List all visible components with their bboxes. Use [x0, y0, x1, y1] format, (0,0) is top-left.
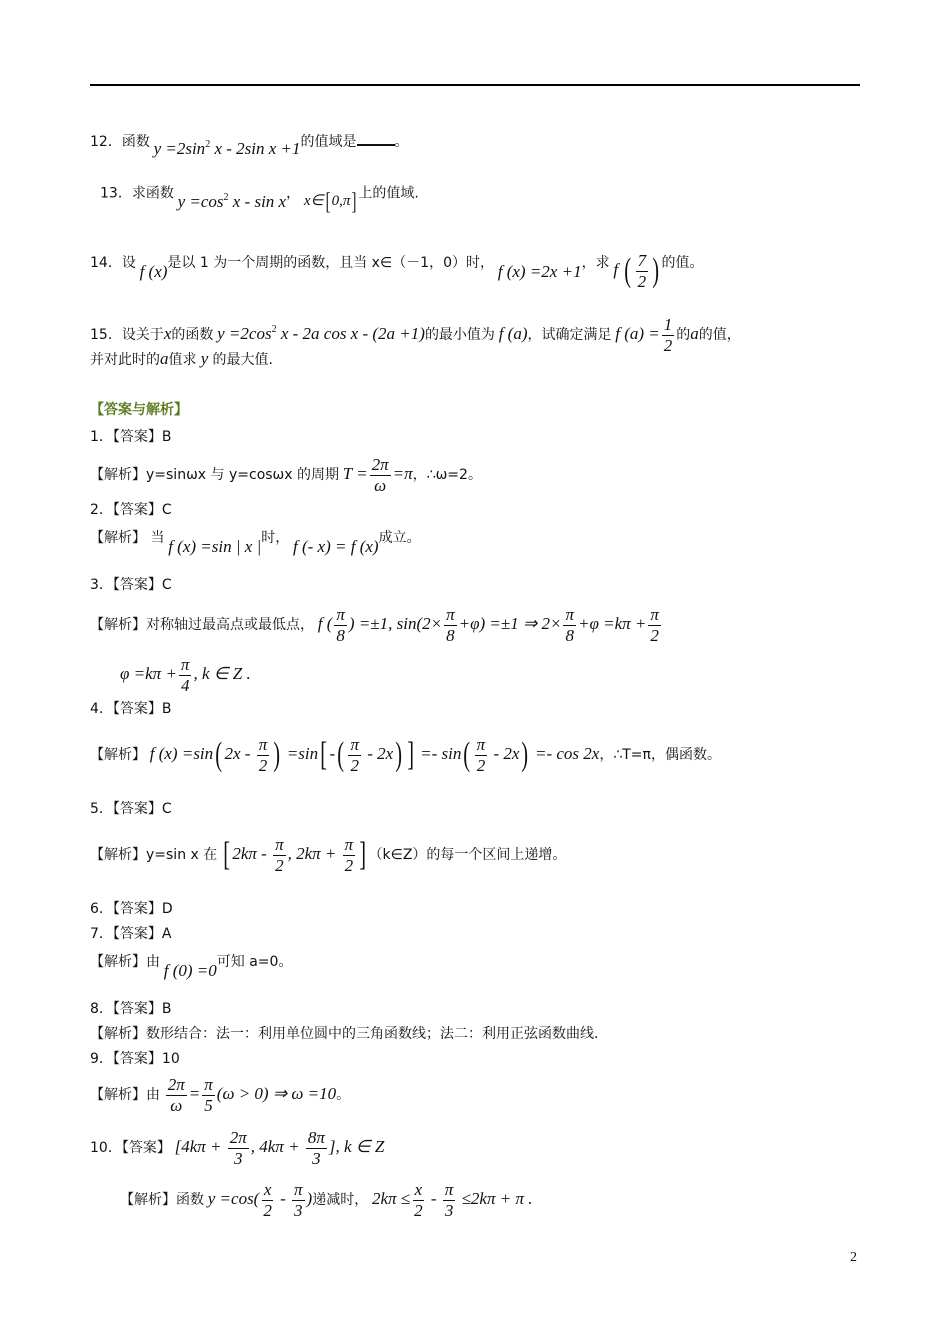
- formula: x∈[ 0,π]: [303, 189, 357, 215]
- answer-6: 6．【答案】D: [90, 901, 173, 917]
- formula: f ( $\frac{\pi}{8}$ ) =±1, sin(2× $\frac{\pi}{8}$ +φ) =±1 ⇒ 2× $\frac{\pi}{8}$ +φ =kπ + $\frac{\pi}{2}$: [317, 605, 659, 645]
- answer-9: 9．【答案】10: [90, 1051, 180, 1067]
- formula: f (0) =0: [163, 961, 217, 980]
- answer-blank: [357, 144, 395, 146]
- formula: f ( $\frac{7}{2}$ ): [613, 251, 660, 291]
- header-rule: [90, 84, 860, 86]
- explanation-10: 【解析】函数 y =cos( $\frac{x}{2}$ - $\frac{\pi}{3}$ )递减时， 2kπ ≤ $\frac{x}{2}$ - $\frac{\pi}{3}$ ≤2kπ + π .: [120, 1180, 533, 1220]
- formula: $y =2\sin^2$ x - 2sin x +1: [153, 139, 301, 158]
- explanation-4: 【解析】 f (x) =sin( 2x - $\frac{\pi}{2}$ ) =sin[ -( $\frac{\pi}{2}$ - 2x) ] =- sin( $\frac{\pi}{2}$ - 2x) =- cos 2x，∴T=π，偶函数。: [90, 735, 721, 775]
- answer-3: 3．【答案】C: [90, 577, 172, 593]
- page-number: 2: [850, 1250, 857, 1265]
- answers-header: 【答案与解析】: [90, 402, 188, 418]
- formula: f (- x) = f (x): [293, 537, 379, 556]
- explanation-3: 【解析】对称轴过最高点或最低点， f ( $\frac{\pi}{8}$ ) =±1, sin(2× $\frac{\pi}{8}$ +φ) =±1 ⇒ 2× $\frac{\pi}{8}$ +φ =kπ + $\frac{\pi}{2}$: [90, 605, 663, 645]
- formula: 2kπ ≤ $\frac{x}{2}$ - $\frac{\pi}{3}$ ≤2kπ + π .: [371, 1180, 533, 1220]
- formula: [4kπ + $\frac{2\pi}{3}$ , 4kπ + $\frac{8\pi}{3}$ ], k ∈ Z: [174, 1128, 385, 1168]
- answer-10: 10．【答案】 [4kπ + $\frac{2\pi}{3}$ , 4kπ + $\frac{8\pi}{3}$ ], k ∈ Z: [90, 1128, 385, 1168]
- question-12: 12．函数 $y =2\sin^2$ x - 2sin x +1的值域是 。: [90, 134, 409, 158]
- formula: f (a) = $\frac{1}{2}$: [615, 315, 673, 355]
- explanation-7: 【解析】由 f (0) =0可知 a=0。: [90, 954, 293, 980]
- answer-4: 4．【答案】B: [90, 701, 172, 717]
- question-14: 14．设 f (x)是以 1 为一个周期的函数，且当 x∈（－1，0）时， f (x) =2x +1，求 f ( $\frac{7}{2}$ ) 的值。: [90, 251, 704, 291]
- formula: f (x) =sin( 2x - $\frac{\pi}{2}$ ) =sin[ -( $\frac{\pi}{2}$ - 2x) ] =- sin( $\frac{\pi}{2}$ - 2x) =- cos 2x: [149, 735, 600, 775]
- explanation-1: 【解析】y=sinωx 与 y=cosωx 的周期 T = $\frac{2\pi}{\omega}$ =π，∴ω=2。: [90, 455, 482, 495]
- formula: φ =kπ + $\frac{\pi}{4}$ , k ∈ Z .: [120, 655, 251, 695]
- formula: $\frac{2\pi}{\omega}$ = $\frac{\pi}{5}$ (ω > 0) ⇒ ω =10: [167, 1075, 337, 1115]
- formula: f (x) =sin | x |: [168, 537, 262, 556]
- formula: f (x): [139, 261, 168, 281]
- formula: $y =2\cos^2$ x - 2a cos x - (2a +1): [217, 323, 425, 343]
- formula: [ 2kπ - $\frac{\pi}{2}$ , 2kπ + $\frac{\pi}{2}$ ]: [223, 835, 367, 875]
- explanation-9: 【解析】由 $\frac{2\pi}{\omega}$ = $\frac{\pi}{5}$ (ω > 0) ⇒ ω =10。: [90, 1075, 351, 1115]
- answer-2: 2．【答案】C: [90, 502, 172, 518]
- question-15: 15．设关于x的函数 $y =2\cos^2$ x - 2a cos x - (2a +1)的最小值为 f (a)，试确定满足 f (a) = $\frac{1}{2}$ 的a的值，: [90, 315, 741, 355]
- question-13: 13．求函数 $y =\cos^2$ x - sin x， x∈[ 0,π] 上的值域.: [100, 185, 419, 215]
- explanation-3-cont: [120, 655, 251, 695]
- formula: $y =\cos^2$ x - sin x: [177, 192, 287, 212]
- answer-5: 5．【答案】C: [90, 801, 172, 817]
- explanation-8: 【解析】数形结合：法一：利用单位圆中的三角函数线；法二：利用正弦函数曲线.: [90, 1026, 599, 1042]
- formula: T = $\frac{2\pi}{\omega}$ =π: [342, 455, 413, 495]
- answer-7: 7．【答案】A: [90, 926, 172, 942]
- answer-8: 8．【答案】B: [90, 1001, 172, 1017]
- explanation-2: 【解析】 当 f (x) =sin | x |时， f (- x) = f (x)成立。: [90, 530, 421, 556]
- formula: f (x) =2x +1: [497, 261, 582, 281]
- formula: y =cos( $\frac{x}{2}$ - $\frac{\pi}{3}$ ): [207, 1180, 313, 1220]
- answer-1: 1．【答案】B: [90, 429, 172, 445]
- question-15-cont: 并对此时的a值求 y 的最大值.: [90, 349, 273, 368]
- explanation-5: 【解析】y=sin x 在 [ 2kπ - $\frac{\pi}{2}$ , 2kπ + $\frac{\pi}{2}$ ] （k∈Z）的每一个区间上递增。: [90, 835, 567, 875]
